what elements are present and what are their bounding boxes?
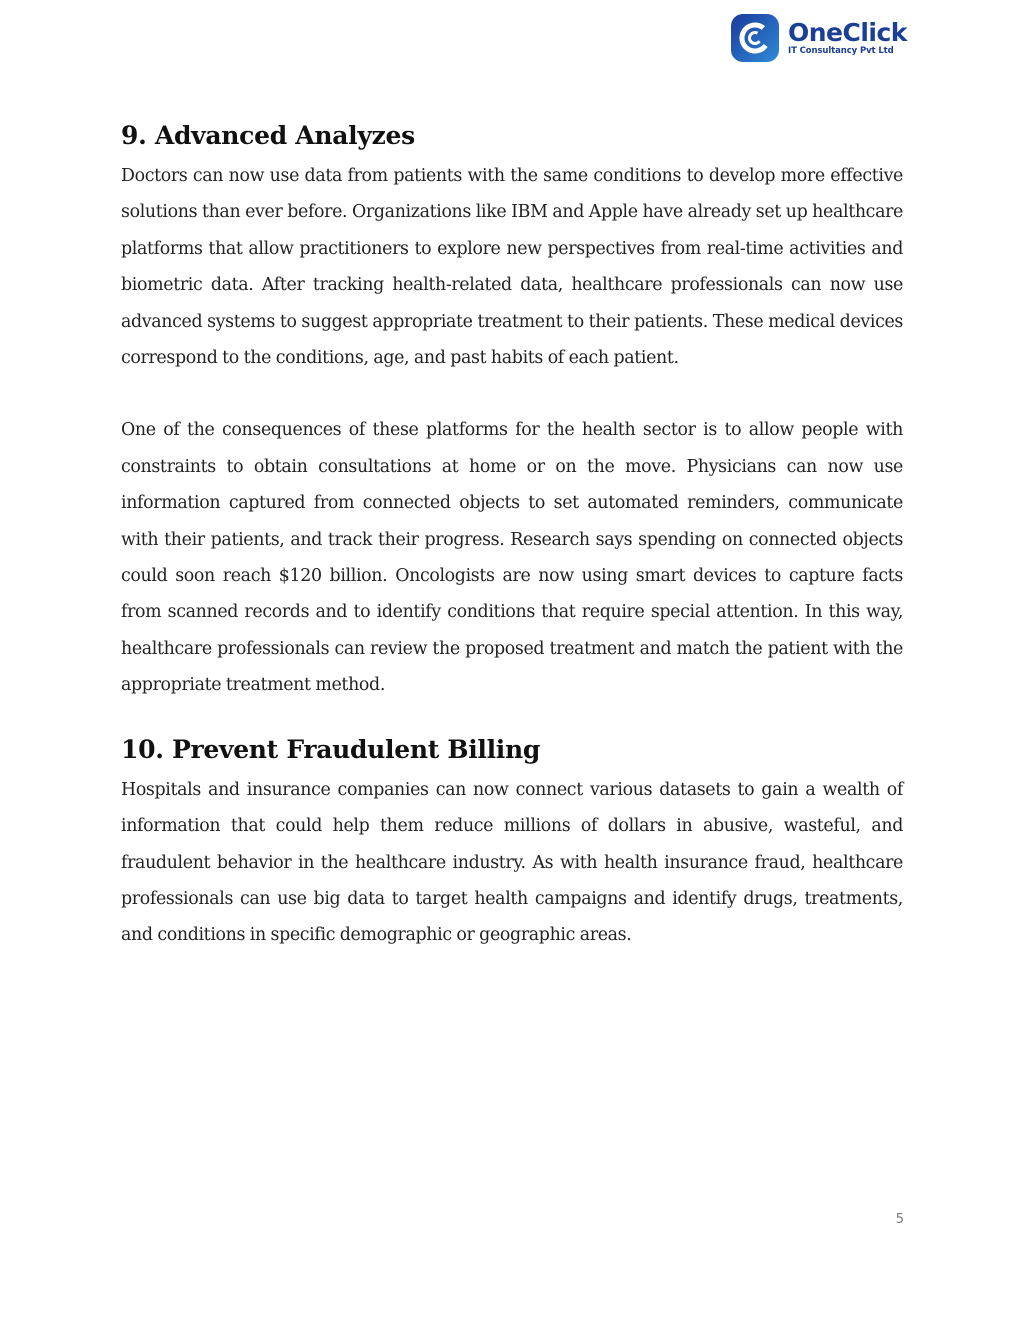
body-paragraph: One of the consequences of these platforms for the health sector is to allow people with constraints to obtain consultations at home or on the move. Physicians can now use information captured from connected objects to set automated reminders, communicate with their patients, and track their progress. Research says spending on connected objects could soon reach $120 billion. Oncologists are now using smart devices to capture facts from scanned records and to identify conditions that require special attention. In this way, healthcare professionals can review the proposed treatment and match the patient with the appropriate treatment method. [121,420,903,696]
logo-wordmark [788,17,907,57]
section-advanced-analyzes [121,113,903,704]
section-heading: 9. Advanced Analyzes [121,121,415,150]
section-heading: 10. Prevent Fraudulent Billing [121,734,541,764]
company-logo [730,12,910,64]
document-body [121,113,903,954]
section-prevent-fraudulent-billing [121,727,903,954]
body-paragraph: Doctors can now use data from patients with the same conditions to develop more effective solutions than ever before. Organizations like IBM and Apple have already set up healthcare platforms that allow practitioners to explore new perspectives from real-time activities and biometric data. After tracking health-related data, healthcare professionals can now use advanced systems to suggest appropriate treatment to their patients. These medical devices correspond to the conditions, age, and past habits of each patient. [121,166,903,369]
logo-name: OneClick [788,17,907,47]
page-number: 5 [895,1212,904,1227]
body-paragraph: Hospitals and insurance companies can now connect various datasets to gain a wealth of information that could help them reduce millions of dollars in abusive, wasteful, and fraudulent behavior in the healthcare industry. As with health insurance fraud, healthcare professionals can use big data to target health campaigns and identify drugs, treatments, and conditions in specific demographic or geographic areas. [121,779,903,946]
logo-subtitle: IT Consultancy Pvt Ltd [788,45,894,56]
oneclick-logo-icon [730,13,780,63]
